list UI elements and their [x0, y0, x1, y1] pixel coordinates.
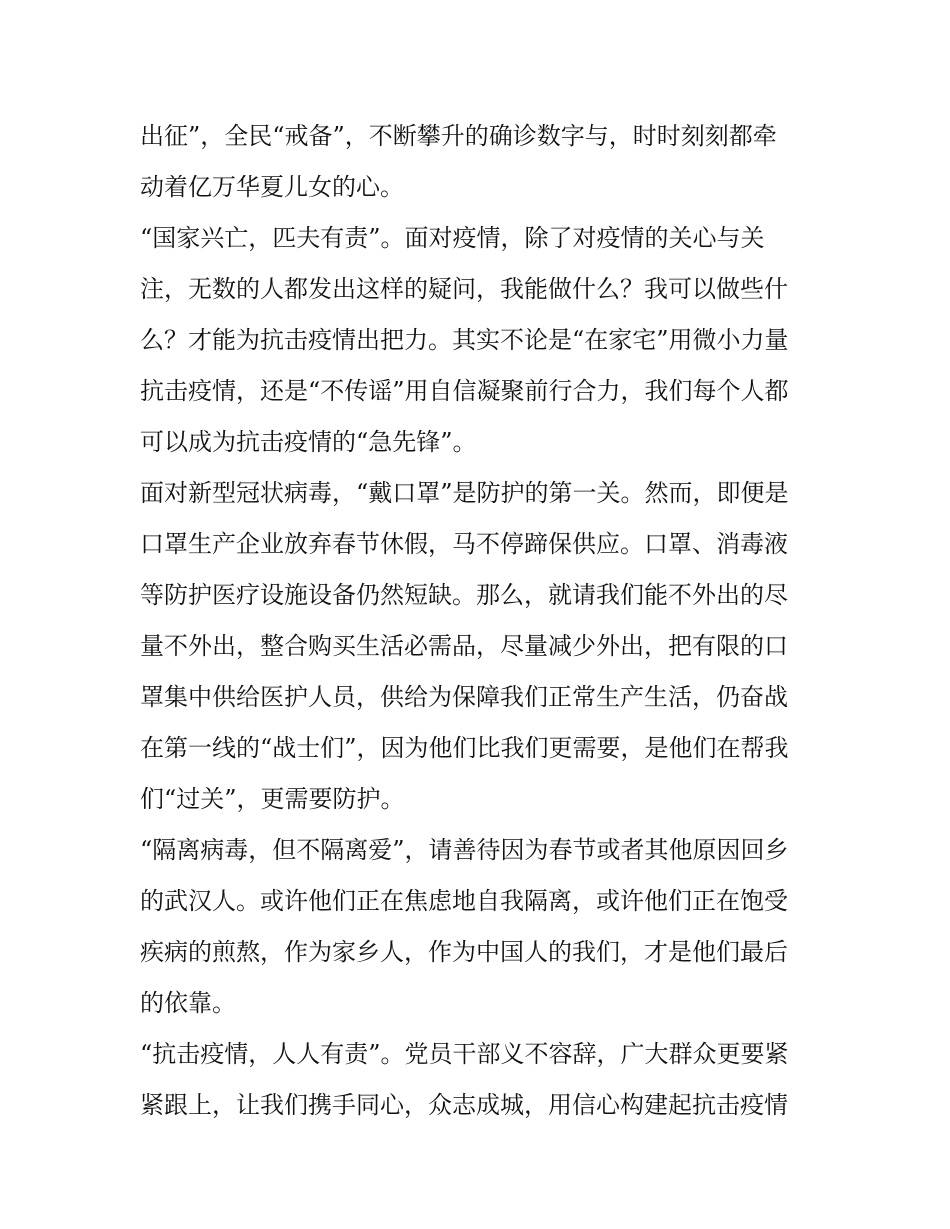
text-line: 等防护医疗设施设备仍然短缺。那么，就请我们能不外出的尽: [140, 581, 788, 609]
text-line: 量不外出，整合购买生活必需品，尽量减少外出，把有限的口: [140, 632, 788, 660]
text-line: 可以成为抗击疫情的“急先锋”。: [140, 428, 477, 456]
text-line: 面对新型冠状病毒，“戴口罩”是防护的第一关。然而，即便是: [140, 479, 789, 507]
text-line: “国家兴亡，匹夫有责”。面对疫情，除了对疫情的关心与关: [140, 224, 765, 252]
text-line: 的依靠。: [140, 989, 236, 1017]
text-line: 口罩生产企业放弃春节休假，马不停蹄保供应。口罩、消毒液: [140, 530, 788, 558]
text-line: 出征”，全民“戒备”，不断攀升的确诊数字与，时时刻刻都牵: [140, 122, 777, 150]
text-line: 们“过关”，更需要防护。: [140, 785, 405, 813]
text-line: 紧跟上，让我们携手同心，众志成城，用信心构建起抗击疫情: [140, 1091, 788, 1119]
text-line: 罩集中供给医护人员，供给为保障我们正常生产生活，仍奋战: [140, 683, 788, 711]
text-line: 动着亿万华夏儿女的心。: [140, 173, 404, 201]
text-line: 在第一线的“战士们”，因为他们比我们更需要，是他们在帮我: [140, 734, 789, 762]
text-line: 的武汉人。或许他们正在焦虑地自我隔离，或许他们正在饱受: [140, 887, 788, 915]
document-body: [140, 111, 820, 1131]
text-line: 抗击疫情，还是“不传谣”用自信凝聚前行合力，我们每个人都: [140, 377, 789, 405]
text-line: “抗击疫情，人人有责”。党员干部义不容辞，广大群众更要紧: [140, 1040, 789, 1068]
text-line: 疾病的煎熬，作为家乡人，作为中国人的我们，才是他们最后: [140, 938, 788, 966]
text-line: 么？才能为抗击疫情出把力。其实不论是“在家宅”用微小力量: [140, 326, 789, 354]
text-line: “隔离病毒，但不隔离爱”，请善待因为春节或者其他原因回乡: [140, 836, 789, 864]
text-line: 注，无数的人都发出这样的疑问，我能做什么？我可以做些什: [140, 275, 788, 303]
